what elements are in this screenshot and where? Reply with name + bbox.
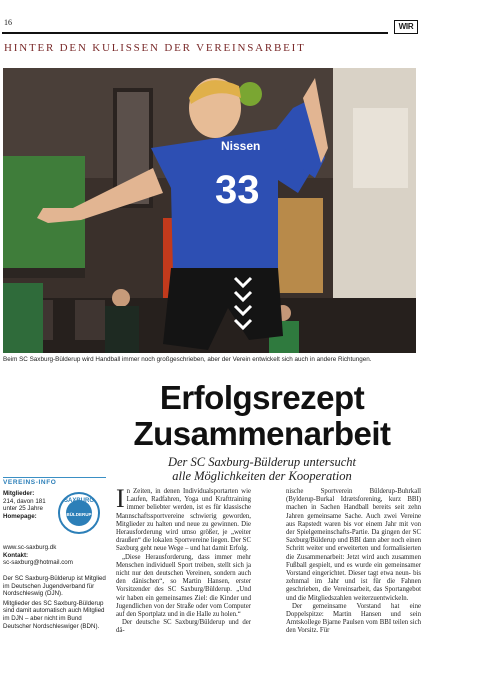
jersey-number: 33 [215,168,260,212]
subtitle [112,455,412,483]
magazine-logo: WIR [394,20,418,34]
article-column-2 [286,488,421,636]
col2-paragraph2: Der gemeinsame Vorstand hat eine Doppelspitze: Martin Hansen und sein Amtskollege Bjarne Paulsen vom BBI teilen sich den Vorsitz. Für [286,602,421,635]
jersey-name: Nissen [221,139,261,153]
photo-caption: Beim SC Saxburg-Bülderup wird Handball immer noch großgeschrieben, aber der Verein entwickelt sich auch in andere Richtungen. [3,356,372,363]
members-label: Mitglieder: [3,490,35,497]
col2-paragraph1: nische Sportverein Bülderup-Buhrkall (Bylderup-Burkal Idrætsforening, kurz BBI) machen in Sachen Handball bereits seit zehn Jahren gemeinsame Sache. Auch zwei Vereine aus Rapstedt waren bis vor einem Jahr mit von der Spielgemeinschafts-Partie. Da gingen der SC Saxburg/Bülderup und BBI dann aber noch einen Schritt weiter und erweiterten und formalisierten die Zusammenarbeit: Jetzt wird auch zusammen Fußball gespielt, und es wurde ein gemeinsamer Vorstand eingerichtet. Dieser tagt etwa neun- bis zehnmal im Jahr und ist für die Fahnen geschrieben, die Vereinsarbeit, das Sportangebot und die Mitgliedszahlen weiterzuentwickeln. [286,488,421,602]
club-logo-bottom-text: BÜLDERUP [66,512,92,517]
info-desc-p1: Der SC Saxburg-Bülderup ist Mitglied im Deutschen Jugendverband für Nordschleswig (DJN). [3,575,106,598]
info-box-heading: VEREINS-INFO [3,477,106,489]
club-logo-icon [58,492,100,534]
subtitle-line1: Der SC Saxburg-Bülderup untersucht [167,455,357,469]
handball-photo [3,68,416,353]
headline-line2: Zusammenarbeit [133,415,391,452]
col1-paragraph2: „Diese Herausforderung, dass immer mehr Menschen individuell Sport treiben, stellt sich ja nicht nur den deutschen Vereinen, sondern auch den dänischen“, so Martin Hansen, erster Vorsitzender des SC Saxburg/Bülderup. „Und wir haben ein gemeinsames Ziel: die Kinder und Jugendlichen von der Straße oder vom Computer auf den Sportplatz und in die Halle zu holen.“ [116,553,251,619]
col1-paragraph1: n Zeiten, in denen Individualsportarten wie Laufen, Radfahren, Yoga und Krafttraining immer beliebter werden, ist es für klassische Mannschaftssportvereine schwierig geworden, Mitglieder zu halten und neue zu gewinnen. Die Herausforderung wird umso größer, je „weiter draußen“ die lokalen Sportvereine liegen. Der SC Saxburg geht neue Wege – und hat damit Erfolg. [116,488,251,553]
col1-paragraph3: Der deutsche SC Saxburg/Bülderup und der dä- [116,619,251,635]
handball-photo-illustration [3,68,416,353]
headline-line1: Erfolgsrezept [159,379,365,416]
homepage-label: Homepage: [3,512,37,520]
contact-label: Kontakt: [3,551,29,559]
contact-value[interactable]: sc-saxburg@hotmail.com [3,559,73,567]
header-rule [2,32,388,34]
club-logo [58,492,100,534]
info-box-fields [3,490,55,520]
club-logo-top-text: SAXBURG [63,498,95,504]
drop-cap: I [116,484,125,513]
info-box-contact [3,544,109,567]
article-column-1 [116,484,251,636]
section-kicker: HINTER DEN KULISSEN DER VEREINSARBEIT [4,42,306,54]
homepage-value[interactable]: www.sc-saxburg.dk [3,544,57,551]
subtitle-line2: alle Möglichkeiten der Kooperation [172,469,352,483]
info-desc-p2: Mitglieder des SC Saxburg-Bülderup sind damit automatisch auch Mitglied im DJN – aber nicht im Bund Deutscher Nordschleswiger (BDN). [3,599,105,630]
members-value: 214, davon 181 unter 25 Jahre [3,497,46,513]
page-number: 16 [4,18,12,27]
info-box-description [3,575,109,632]
